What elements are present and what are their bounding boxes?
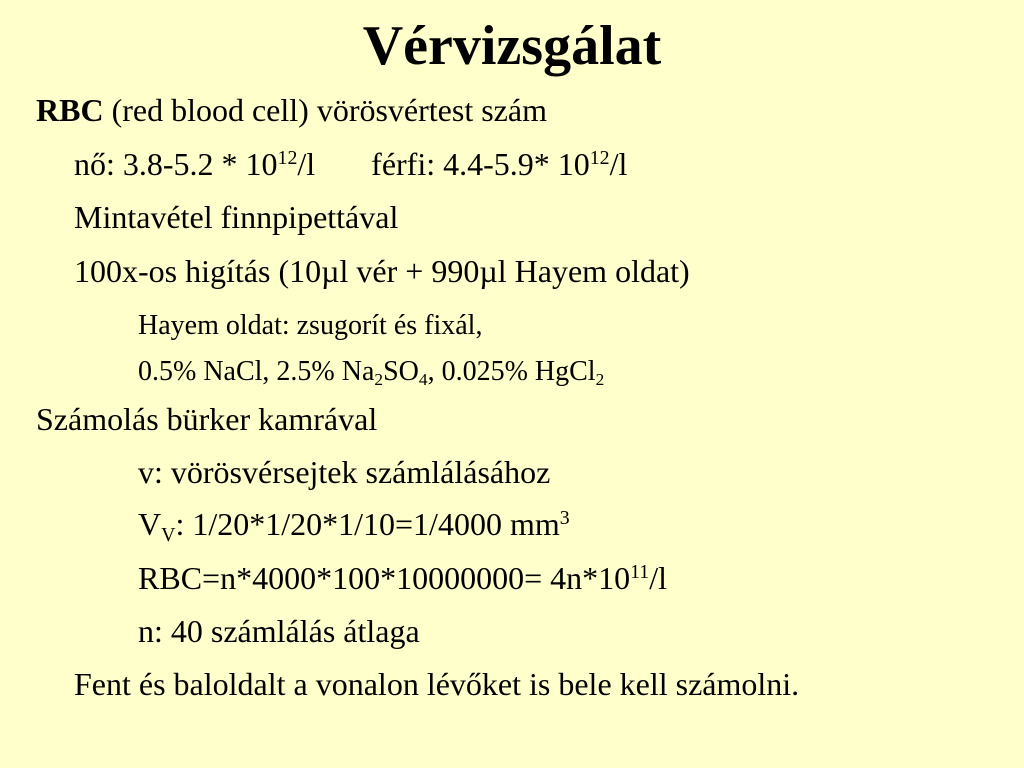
ref-male: férfi: 4.4-5.9* $10^{12}/l$ (371, 146, 628, 182)
rbc-heading (36, 94, 547, 126)
n-description: n: 40 számlálás átlaga (138, 613, 420, 649)
v-description: v: vörösvérsejtek számlálásához (138, 454, 551, 490)
rbc-formula: $RBC=n*4000*100*10000000= 4n*10^{11}/l$ (138, 560, 667, 596)
ref-female: nő: $3.8-5.2 * 10^{12}/l$ (74, 146, 316, 182)
sampling-line: Mintavétel finnpipettával (74, 199, 399, 235)
counting-heading: Számolás bürker kamrával (36, 401, 378, 437)
rbc-heading-text: (red blood cell) vörösvértest szám (103, 92, 547, 128)
edge-counting-rule: Fent és baloldalt a vonalon lévőket is bele kell számolni. (74, 666, 800, 702)
rbc-abbrev: RBC (36, 92, 104, 128)
vv-formula: $V_V$: 1/20*1/20*1/10=1/4000 $mm^3$ (138, 506, 570, 546)
hayem-description: Hayem oldat: zsugorít és fixál, (138, 310, 483, 341)
reference-values (74, 148, 627, 180)
hayem-composition: 0.5% NaCl, 2.5% $Na_2SO_4$, 0.025% HgCl$_2$ (138, 356, 605, 390)
dilution-line: 100x-os higítás (10µl vér + 990µl Hayem oldat) (74, 253, 690, 289)
slide-title: Vérvizsgálat (362, 15, 662, 77)
